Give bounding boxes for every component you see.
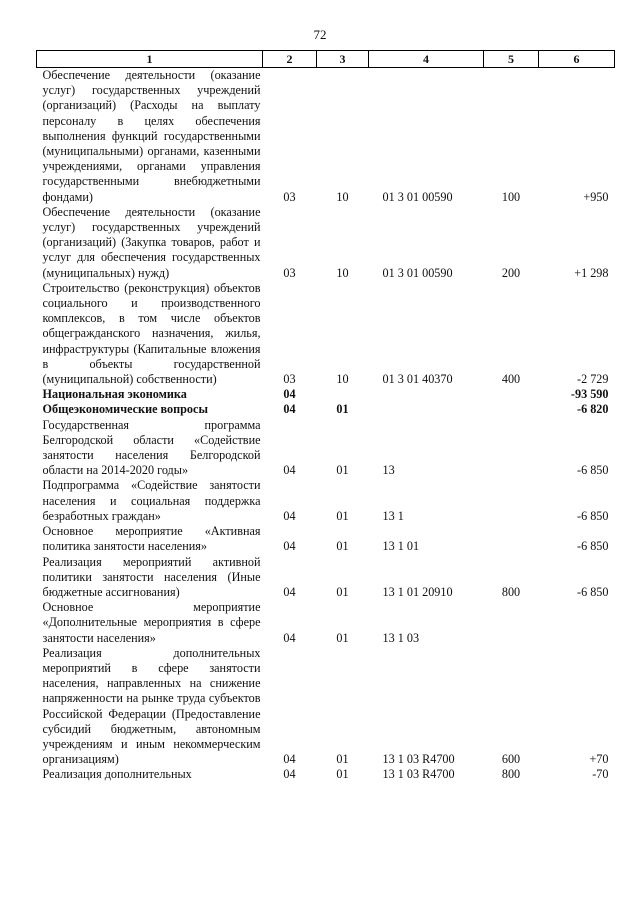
row-subsection: 01 <box>336 402 349 417</box>
table-row <box>37 387 615 402</box>
row-expense-type: 600 <box>501 752 521 767</box>
page-number: 72 <box>313 27 327 42</box>
table-row <box>37 600 615 646</box>
header-col-4: 4 <box>369 51 484 68</box>
row-subsection: 10 <box>336 265 349 280</box>
row-expense-type <box>484 402 539 417</box>
row-amount: +950 <box>583 189 609 204</box>
row-section: 03 <box>283 372 296 387</box>
row-expense-type: 800 <box>501 584 521 599</box>
row-section: 04 <box>283 584 296 599</box>
table-row <box>37 418 615 479</box>
table-row <box>37 205 615 281</box>
row-expense-type: 800 <box>501 767 521 782</box>
row-section: 04 <box>283 630 296 645</box>
row-section: 04 <box>283 387 296 402</box>
row-name: Реализация мероприятий активной политики занятости населения (Иные бюджетные ассигнования) <box>42 554 261 599</box>
row-name: Основное мероприятие «Дополнительные мероприятия в сфере занятости населения» <box>42 600 261 645</box>
row-subsection: 01 <box>336 767 349 782</box>
row-section: 04 <box>283 402 296 417</box>
row-name: Подпрограмма «Содействие занятости населения и социальная поддержка безработных граждан» <box>42 478 261 523</box>
row-target-article: 13 <box>382 463 395 478</box>
row-subsection: 01 <box>336 630 349 645</box>
row-target-article: 13 1 03 <box>382 630 420 645</box>
row-target-article <box>369 387 484 402</box>
row-amount: +70 <box>589 752 609 767</box>
table-row <box>37 478 615 524</box>
row-target-article: 13 1 03 R4700 <box>382 767 455 782</box>
row-amount: -6 850 <box>577 539 609 554</box>
row-name: Обеспечение деятельности (оказание услуг) государственных учреждений (организаций) (Расходы на выплату персоналу в целях обеспечения выполнения функций государственными (муниципальными) органами, казенными учреждениями, органами управления государственными внебюджетными фондами) <box>42 68 261 204</box>
table-row <box>37 281 615 387</box>
table-row <box>37 767 615 782</box>
row-subsection: 01 <box>336 508 349 523</box>
row-section: 04 <box>283 752 296 767</box>
row-subsection: 10 <box>336 189 349 204</box>
table-row <box>37 646 615 768</box>
row-section: 04 <box>283 508 296 523</box>
row-amount: -6 850 <box>577 508 609 523</box>
row-expense-type <box>484 524 539 554</box>
row-section: 04 <box>283 767 296 782</box>
row-name: Основное мероприятие «Активная политика занятости населения» <box>42 524 261 554</box>
row-amount: -6 850 <box>577 584 609 599</box>
row-target-article: 01 3 01 00590 <box>382 265 453 280</box>
row-expense-type: 100 <box>501 189 521 204</box>
row-amount: -70 <box>592 767 609 782</box>
row-section: 04 <box>283 463 296 478</box>
row-subsection: 10 <box>336 372 349 387</box>
row-subsection: 01 <box>336 584 349 599</box>
row-amount: -2 729 <box>577 372 609 387</box>
row-target-article: 13 1 <box>382 508 404 523</box>
table-body <box>37 68 615 783</box>
row-subsection <box>317 387 369 402</box>
budget-table <box>36 50 615 783</box>
row-amount: -6 820 <box>577 402 609 417</box>
row-name: Строительство (реконструкция) объектов социального и производственного комплексов, в том числе объектов общегражданского назначения, жилья, инфраструктуры (Капитальные вложения в объекты государственной (муниципальной) собственности) <box>42 280 261 387</box>
table-row <box>37 555 615 601</box>
header-col-6: 6 <box>539 51 615 68</box>
row-target-article: 01 3 01 00590 <box>382 189 453 204</box>
row-target-article <box>369 402 484 417</box>
row-target-article: 01 3 01 40370 <box>382 372 453 387</box>
header-col-3: 3 <box>317 51 369 68</box>
row-name: Реализация дополнительных мероприятий в сфере занятости населения, направленных на снижение напряженности на рынке труда субъектов Российской Федерации (Предоставление субсидий бюджетным, автономным учреждениям и иным некоммерческим организациям) <box>42 645 261 767</box>
table-row <box>37 68 615 205</box>
row-amount <box>539 600 615 646</box>
row-expense-type <box>484 600 539 646</box>
row-amount: +1 298 <box>574 265 609 280</box>
row-expense-type <box>484 418 539 479</box>
row-expense-type: 200 <box>501 265 521 280</box>
row-target-article: 13 1 01 20910 <box>382 584 453 599</box>
row-amount: -93 590 <box>570 387 609 402</box>
table-row <box>37 402 615 417</box>
row-expense-type <box>484 478 539 524</box>
header-col-2: 2 <box>263 51 317 68</box>
row-subsection: 01 <box>336 752 349 767</box>
header-row <box>37 51 615 68</box>
row-section: 03 <box>283 189 296 204</box>
row-name: Обеспечение деятельности (оказание услуг) государственных учреждений (организаций) (Закупка товаров, работ и услуг для обеспечения государственных (муниципальных) нужд) <box>42 204 261 280</box>
row-section: 04 <box>283 539 296 554</box>
row-subsection: 01 <box>336 463 349 478</box>
row-name: Реализация дополнительных <box>42 767 192 782</box>
row-target-article: 13 1 03 R4700 <box>382 752 455 767</box>
row-subsection: 01 <box>336 539 349 554</box>
table-header <box>37 51 615 68</box>
table-row <box>37 524 615 554</box>
row-target-article: 13 1 01 <box>382 539 420 554</box>
row-expense-type <box>484 387 539 402</box>
row-name: Общеэкономические вопросы <box>42 402 208 417</box>
header-col-1: 1 <box>37 51 263 68</box>
row-name: Государственная программа Белгородской области «Содействие занятости населения Белгородской области на 2014-2020 годы» <box>42 417 261 478</box>
row-expense-type: 400 <box>501 372 521 387</box>
header-col-5: 5 <box>484 51 539 68</box>
row-section: 03 <box>283 265 296 280</box>
row-name: Национальная экономика <box>42 387 187 402</box>
row-amount: -6 850 <box>577 463 609 478</box>
